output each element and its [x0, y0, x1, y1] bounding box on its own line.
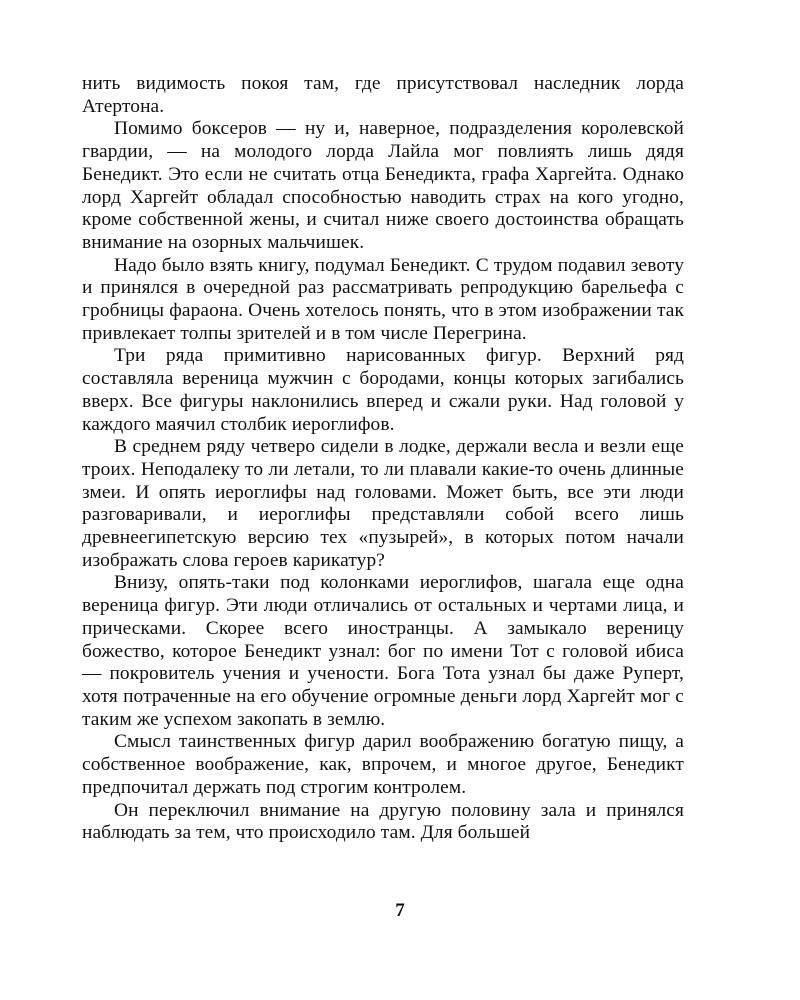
paragraph-1: нить видимость покоя там, где присутствовал наследник лорда Атертона. — [82, 73, 684, 117]
paragraph-5: В среднем ряду четверо сидели в лодке, держали весла и везли еще троих. Неподалеку то ли летали, то ли плавали какие-то очень длинные змеи. И опять иероглифы над головами. Может быть, все эти люди разговаривали, и иероглифы представляли собой всего лишь древнеегипетскую версию тех «пузырей», в которых потом начали изображать слова героев карикатур? — [82, 436, 684, 571]
paragraph-8: Он переключил внимание на другую половину зала и принялся наблюдать за тем, что происходило там. Для большей — [82, 799, 684, 844]
paragraph-4: Три ряда примитивно нарисованных фигур. Верхний ряд составляла вереница мужчин с бородами, концы которых загибались вверх. Все фигуры наклонились вперед и сжали руки. Над головой у каждого маячил столбик иероглифов. — [82, 345, 684, 435]
paragraph-3: Надо было взять книгу, подумал Бенедикт. С трудом подавил зевоту и принялся в очередной раз рассматривать репродукцию барельефа с гробницы фараона. Очень хотелось понять, что в этом изображении так привлекает толпы зрителей и в том числе Перегрина. — [82, 254, 684, 344]
page-number: 7 — [395, 900, 405, 921]
paragraph-2: Помимо боксеров — ну и, наверное, подразделения королевской гвардии, — на молодого лорда Лайла мог повлиять лишь дядя Бенедикт. Это если не считать отца Бенедикта, графа Харгейта. Однако лорд Харгейт обладал способностью наводить страх на кого угодно, кроме собственной жены, и считал ниже своего достоинства обращать внимание на озорных мальчишек. — [82, 118, 684, 253]
paragraph-6: Внизу, опять-таки под колонками иероглифов, шагала еще одна вереница фигур. Эти люди отличались от остальных и чертами лица, и прическами. Скорее всего иностранцы. А замыкало вереницу божество, которое Бенедикт узнал: бог по имени Тот с головой ибиса — покровитель учения и учености. Бога Тота узнал бы даже Руперт, хотя потраченные на его обучение огромные деньги лорд Харгейт мог с таким же успехом закопать в землю. — [82, 572, 684, 730]
paragraph-7: Смысл таинственных фигур дарил воображению богатую пищу, а собственное воображение, как, впрочем, и многое другое, Бенедикт предпочитал держать под строгим контролем. — [82, 731, 684, 798]
body-text — [82, 73, 684, 845]
